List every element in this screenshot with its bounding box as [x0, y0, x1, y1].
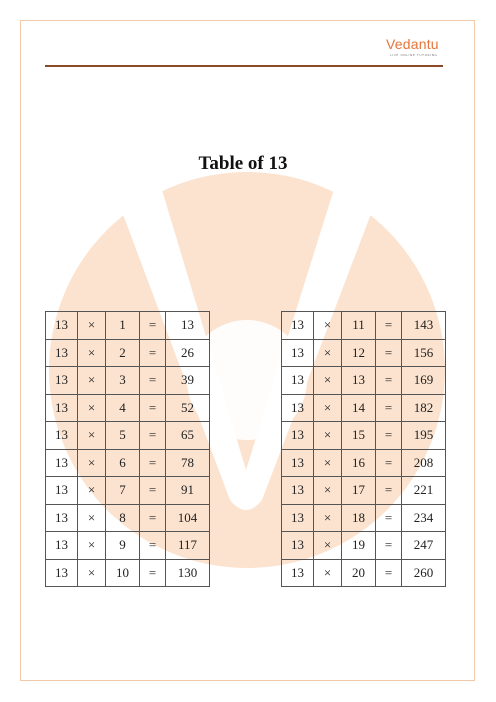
product-cell: 13: [166, 312, 210, 340]
multiplier-cell: 8: [106, 504, 140, 532]
times-sign-cell: ×: [314, 312, 342, 340]
multiplicand-cell: 13: [46, 504, 78, 532]
product-cell: 104: [166, 504, 210, 532]
product-cell: 39: [166, 367, 210, 395]
equals-sign-cell: =: [376, 367, 402, 395]
equals-sign-cell: =: [140, 394, 166, 422]
vedantu-logo: [386, 36, 446, 62]
table-row: [46, 559, 210, 587]
table-row: [282, 559, 446, 587]
equals-sign-cell: =: [376, 504, 402, 532]
header-divider: [45, 65, 443, 67]
logo-wordmark: Vedantu: [386, 36, 439, 52]
logo-tagline: LIVE ONLINE TUTORING: [390, 53, 438, 57]
multiplier-cell: 2: [106, 339, 140, 367]
table-row: [46, 504, 210, 532]
multiplier-cell: 9: [106, 532, 140, 560]
equals-sign-cell: =: [376, 532, 402, 560]
product-cell: 117: [166, 532, 210, 560]
multiplicand-cell: 13: [46, 532, 78, 560]
equals-sign-cell: =: [376, 449, 402, 477]
equals-sign-cell: =: [376, 559, 402, 587]
times-sign-cell: ×: [78, 449, 106, 477]
multiplication-table-11-to-20: [281, 311, 446, 587]
times-sign-cell: ×: [78, 339, 106, 367]
multiplicand-cell: 13: [282, 449, 314, 477]
product-cell: 143: [402, 312, 446, 340]
multiplicand-cell: 13: [46, 339, 78, 367]
multiplier-cell: 1: [106, 312, 140, 340]
multiplicand-cell: 13: [46, 559, 78, 587]
product-cell: 91: [166, 477, 210, 505]
table-row: [46, 312, 210, 340]
times-sign-cell: ×: [314, 532, 342, 560]
multiplicand-cell: 13: [282, 312, 314, 340]
product-cell: 234: [402, 504, 446, 532]
table-row: [46, 339, 210, 367]
multiplier-cell: 13: [342, 367, 376, 395]
product-cell: 52: [166, 394, 210, 422]
product-cell: 169: [402, 367, 446, 395]
equals-sign-cell: =: [376, 339, 402, 367]
product-cell: 208: [402, 449, 446, 477]
equals-sign-cell: =: [376, 394, 402, 422]
table-row: [46, 367, 210, 395]
times-sign-cell: ×: [78, 504, 106, 532]
times-sign-cell: ×: [314, 367, 342, 395]
times-sign-cell: ×: [314, 559, 342, 587]
multiplicand-cell: 13: [282, 559, 314, 587]
table-row: [282, 449, 446, 477]
multiplication-table-1-to-10: [45, 311, 210, 587]
times-sign-cell: ×: [314, 394, 342, 422]
equals-sign-cell: =: [376, 477, 402, 505]
multiplicand-cell: 13: [46, 367, 78, 395]
times-sign-cell: ×: [78, 312, 106, 340]
multiplicand-cell: 13: [282, 532, 314, 560]
multiplicand-cell: 13: [46, 449, 78, 477]
table-row: [46, 394, 210, 422]
product-cell: 260: [402, 559, 446, 587]
times-sign-cell: ×: [314, 504, 342, 532]
product-cell: 26: [166, 339, 210, 367]
multiplicand-cell: 13: [282, 504, 314, 532]
multiplicand-cell: 13: [46, 312, 78, 340]
product-cell: 65: [166, 422, 210, 450]
multiplier-cell: 11: [342, 312, 376, 340]
multiplier-cell: 12: [342, 339, 376, 367]
multiplicand-cell: 13: [282, 394, 314, 422]
multiplier-cell: 6: [106, 449, 140, 477]
multiplier-cell: 17: [342, 477, 376, 505]
page-title: Table of 13: [198, 153, 288, 174]
multiplier-cell: 3: [106, 367, 140, 395]
equals-sign-cell: =: [140, 504, 166, 532]
multiplier-cell: 20: [342, 559, 376, 587]
product-cell: 156: [402, 339, 446, 367]
multiplicand-cell: 13: [46, 477, 78, 505]
equals-sign-cell: =: [140, 339, 166, 367]
equals-sign-cell: =: [140, 422, 166, 450]
equals-sign-cell: =: [140, 477, 166, 505]
product-cell: 195: [402, 422, 446, 450]
multiplier-cell: 14: [342, 394, 376, 422]
table-row: [282, 339, 446, 367]
times-sign-cell: ×: [78, 394, 106, 422]
multiplicand-cell: 13: [46, 394, 78, 422]
table-row: [282, 312, 446, 340]
multiplicand-cell: 13: [282, 339, 314, 367]
table-row: [282, 532, 446, 560]
product-cell: 221: [402, 477, 446, 505]
table-row: [46, 477, 210, 505]
equals-sign-cell: =: [140, 559, 166, 587]
times-sign-cell: ×: [314, 449, 342, 477]
product-cell: 130: [166, 559, 210, 587]
multiplicand-cell: 13: [282, 477, 314, 505]
table-row: [282, 394, 446, 422]
table-row: [46, 532, 210, 560]
multiplier-cell: 5: [106, 422, 140, 450]
equals-sign-cell: =: [376, 422, 402, 450]
table-row: [282, 504, 446, 532]
table-row: [282, 422, 446, 450]
table-row: [282, 367, 446, 395]
equals-sign-cell: =: [140, 367, 166, 395]
multiplicand-cell: 13: [282, 422, 314, 450]
times-sign-cell: ×: [78, 532, 106, 560]
multiplier-cell: 16: [342, 449, 376, 477]
equals-sign-cell: =: [140, 532, 166, 560]
multiplier-cell: 10: [106, 559, 140, 587]
equals-sign-cell: =: [140, 449, 166, 477]
multiplier-cell: 4: [106, 394, 140, 422]
times-sign-cell: ×: [78, 422, 106, 450]
table-row: [46, 422, 210, 450]
times-sign-cell: ×: [78, 477, 106, 505]
product-cell: 182: [402, 394, 446, 422]
multiplier-cell: 19: [342, 532, 376, 560]
multiplicand-cell: 13: [282, 367, 314, 395]
times-sign-cell: ×: [78, 559, 106, 587]
multiplicand-cell: 13: [46, 422, 78, 450]
table-row: [282, 477, 446, 505]
multiplier-cell: 18: [342, 504, 376, 532]
equals-sign-cell: =: [376, 312, 402, 340]
table-row: [46, 449, 210, 477]
times-sign-cell: ×: [314, 422, 342, 450]
times-sign-cell: ×: [314, 477, 342, 505]
equals-sign-cell: =: [140, 312, 166, 340]
multiplier-cell: 15: [342, 422, 376, 450]
product-cell: 247: [402, 532, 446, 560]
product-cell: 78: [166, 449, 210, 477]
times-sign-cell: ×: [78, 367, 106, 395]
multiplier-cell: 7: [106, 477, 140, 505]
times-sign-cell: ×: [314, 339, 342, 367]
